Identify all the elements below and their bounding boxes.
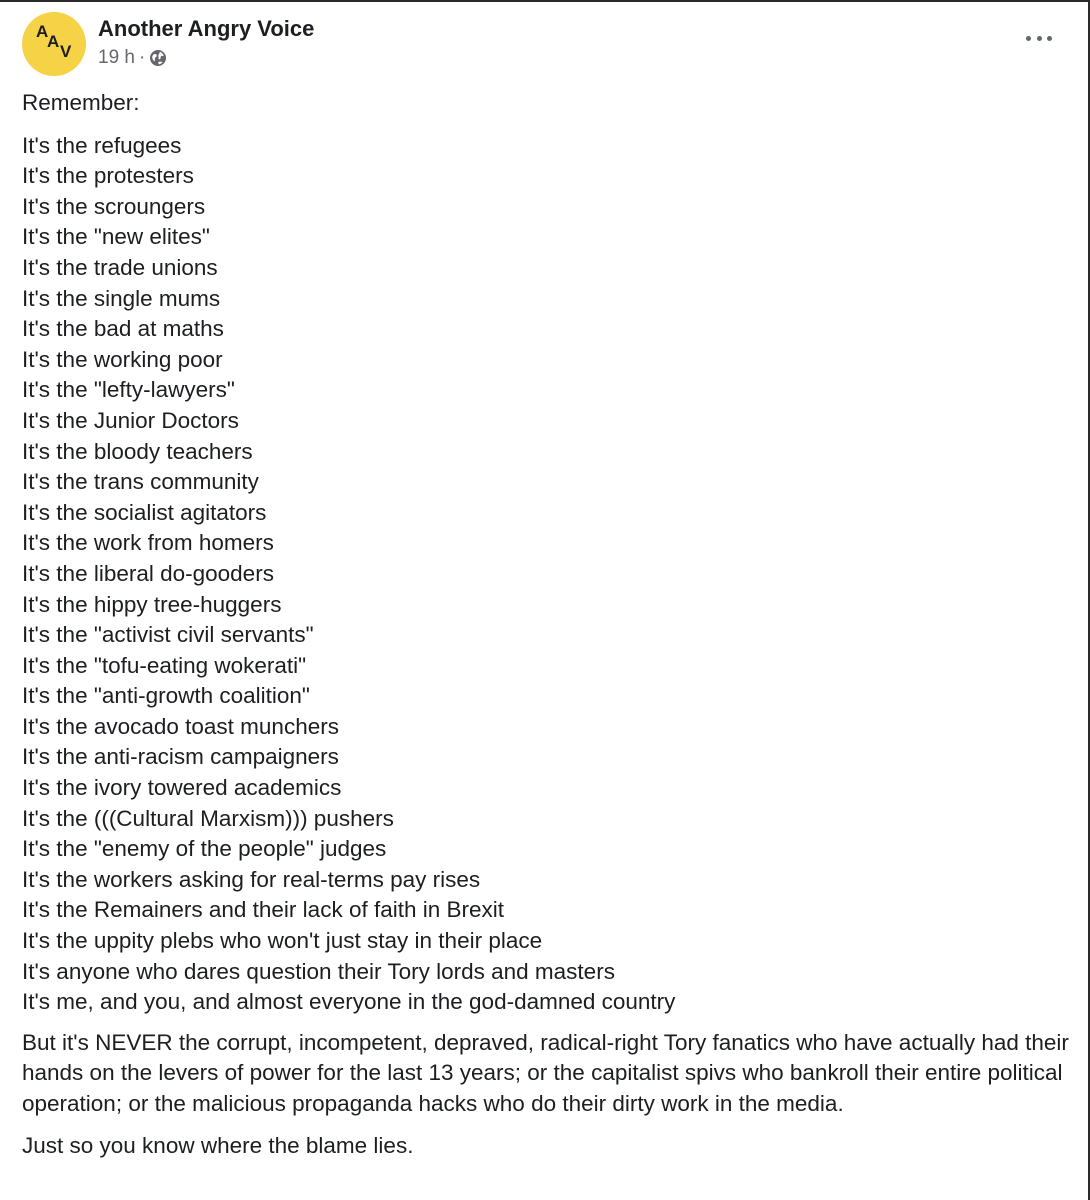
post-line: It's the "activist civil servants" (22, 622, 314, 648)
post-line: It's the bloody teachers (22, 438, 253, 464)
dot-icon (1037, 36, 1042, 41)
post-line: It's the working poor (22, 346, 223, 372)
post-subline (98, 47, 314, 69)
post-paragraph: But it's NEVER the corrupt, incompetent, depraved, radical-right Tory fanatics who have actually had their hands on the levers of power for the last 13 years; or the capitalist spivs who bankroll their entire political operation; or the malicious propaganda hacks who do their dirty work in the media. (22, 1029, 1069, 1116)
avatar-letter: A (36, 22, 49, 41)
post-line: It's the uppity plebs who won't just stay in their place (22, 928, 543, 954)
post-line: It's anyone who dares question their Tory lords and masters (22, 958, 615, 984)
post-line: It's the "lefty-lawyers" (22, 377, 235, 403)
post-line: It's the Junior Doctors (22, 407, 239, 433)
post-line: It's the anti-racism campaigners (22, 744, 339, 770)
post-line: It's the liberal do-gooders (22, 560, 274, 586)
post-line: It's the work from homers (22, 530, 274, 556)
post-lines (22, 131, 1072, 1018)
post-meta (98, 15, 315, 69)
post-line: It's the scroungers (22, 193, 206, 219)
globe-icon (149, 49, 167, 67)
post-timestamp[interactable]: 19 h (98, 46, 135, 68)
avatar-letter: V (60, 42, 72, 61)
post-line: It's the workers asking for real-terms pay rises (22, 866, 481, 892)
dot-icon (1026, 36, 1031, 41)
post-closing: Just so you know where the blame lies. (22, 1132, 414, 1158)
post-line: It's the trade unions (22, 254, 218, 280)
post-body (22, 88, 1072, 1161)
post-line: It's the single mums (22, 285, 221, 311)
avatar-letter: A (47, 32, 60, 51)
post-line: It's the socialist agitators (22, 499, 267, 525)
post-intro: Remember: (22, 90, 140, 115)
post-line: It's the Remainers and their lack of faith in Brexit (22, 897, 505, 923)
post-line: It's the (((Cultural Marxism))) pushers (22, 805, 394, 831)
avatar[interactable] (22, 12, 86, 76)
post-line: It's the "anti-growth coalition" (22, 683, 310, 709)
dot-icon (1047, 36, 1052, 41)
post-line: It's the protesters (22, 163, 194, 189)
author-name[interactable]: Another Angry Voice (98, 15, 315, 41)
post-line: It's the refugees (22, 132, 182, 158)
post-line: It's the hippy tree-huggers (22, 591, 282, 617)
post-line: It's the ivory towered academics (22, 775, 342, 801)
post-line: It's the bad at maths (22, 316, 224, 342)
post-line: It's the "new elites" (22, 224, 210, 250)
post-line: It's the "tofu-eating wokerati" (22, 652, 307, 678)
post-header (22, 12, 314, 76)
post-line: It's the trans community (22, 469, 259, 495)
post-line: It's the avocado toast munchers (22, 713, 339, 739)
post-line: It's me, and you, and almost everyone in the god-damned country (22, 989, 676, 1015)
separator: · (138, 46, 146, 68)
post-line: It's the "enemy of the people" judges (22, 836, 387, 862)
more-options-icon[interactable] (1026, 28, 1052, 48)
